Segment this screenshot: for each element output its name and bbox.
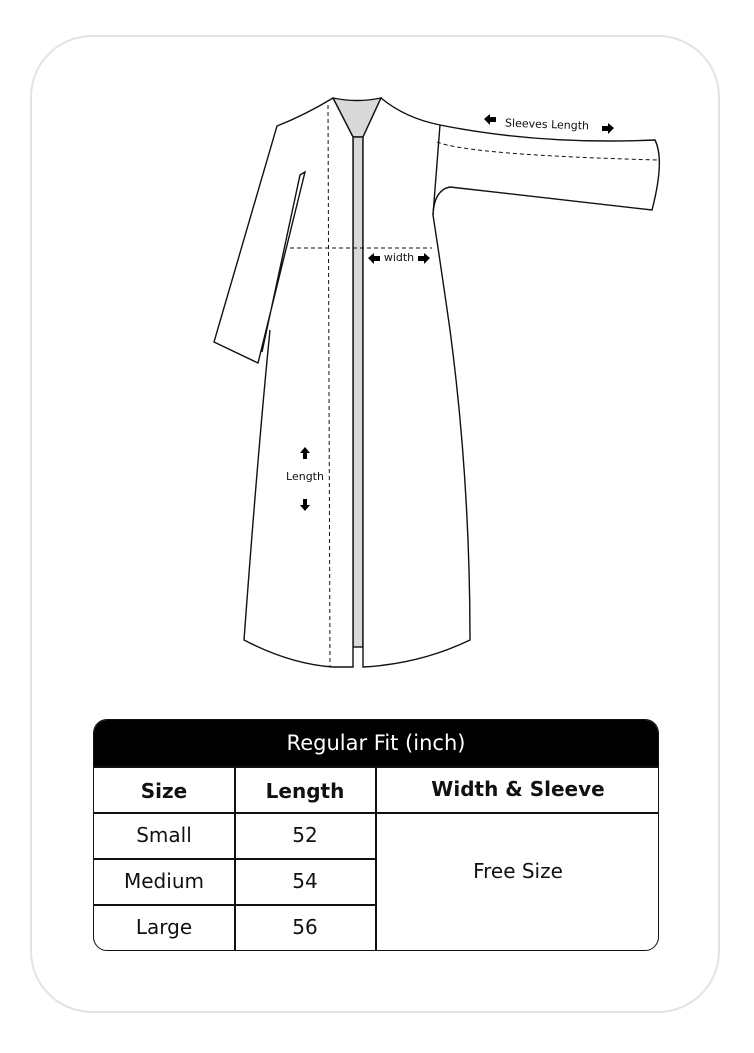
- free-size-value: Free Size: [473, 859, 563, 883]
- sleeves-length-label: Sleeves Length: [504, 116, 590, 133]
- row-medium-size: Medium: [124, 869, 204, 893]
- row-large-size: Large: [135, 915, 193, 939]
- width-label: width: [383, 251, 415, 264]
- arrow-left-icon: [484, 114, 496, 125]
- row-small-size: Small: [136, 823, 192, 847]
- length-label: Length: [286, 470, 324, 483]
- left-panel: [214, 98, 353, 667]
- row-small-length: 52: [292, 823, 318, 847]
- row-large-length: 56: [292, 915, 318, 939]
- size-table: [93, 719, 659, 951]
- header-length: Length: [265, 779, 345, 803]
- header-size: Size: [140, 779, 188, 803]
- table-title: Regular Fit (inch): [94, 720, 658, 766]
- header-width-sleeve: Width & Sleeve: [431, 777, 605, 801]
- arrow-right-icon: [602, 123, 614, 134]
- right-panel: [363, 98, 659, 667]
- placket: [353, 137, 363, 647]
- row-medium-length: 54: [292, 869, 318, 893]
